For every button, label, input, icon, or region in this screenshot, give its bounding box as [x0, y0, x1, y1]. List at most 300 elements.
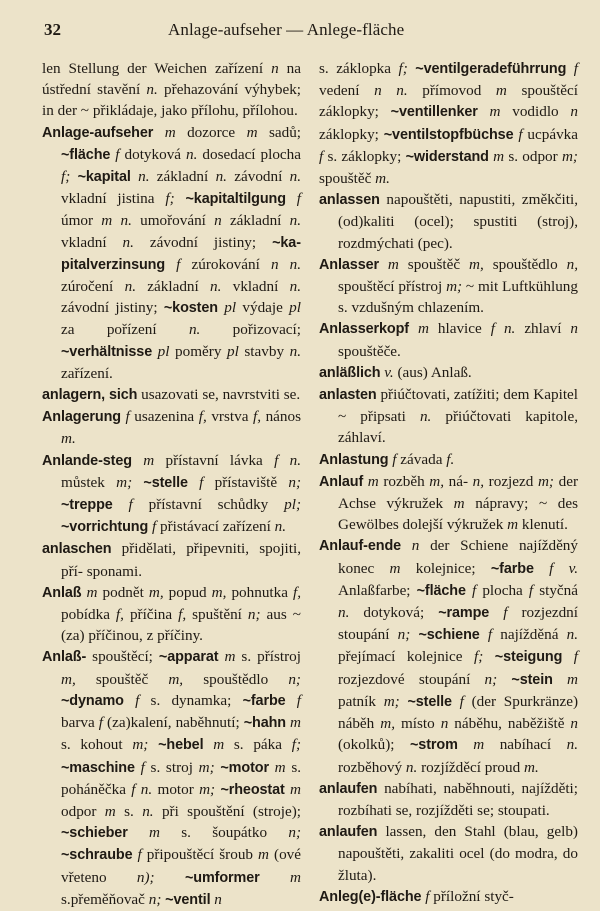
grammar-label: n.	[146, 81, 158, 99]
grammar-label: f	[573, 60, 579, 77]
headword: ~kapitalverzinsung	[61, 234, 301, 273]
definition-text: s. záklopka	[319, 60, 399, 77]
grammar-label: n,	[472, 472, 485, 490]
definition-text: přejímací kolejnice	[338, 648, 475, 666]
definition-text: vkladní	[61, 233, 123, 251]
definition-text: najížděná	[492, 626, 567, 644]
grammar-label: n	[411, 537, 420, 555]
grammar-label: pl	[289, 299, 301, 317]
definition-text: při spouštění (stroje);	[153, 802, 301, 820]
running-head: Anlage-aufseher — Anlege-fläche	[168, 20, 405, 39]
headword: Anlage-aufseher	[42, 124, 154, 141]
headword: anlassen	[319, 192, 380, 209]
grammar-label: m	[143, 451, 155, 469]
grammar-label: f	[319, 147, 324, 165]
definition-text: zúrokování	[180, 255, 271, 273]
grammar-label: n;	[484, 670, 498, 688]
headword: Anlasser	[319, 256, 379, 273]
dictionary-entry-anlasten	[319, 384, 578, 449]
definition-text: spouštěč	[398, 255, 470, 273]
grammar-label: pl	[224, 299, 237, 317]
headword: ~strom	[410, 737, 458, 754]
dictionary-entry-anlauf	[319, 471, 578, 536]
grammar-label: m	[213, 736, 225, 754]
definition-text: s. záklopky;	[323, 147, 406, 165]
grammar-label: n.	[138, 168, 150, 186]
grammar-label: n;	[288, 824, 301, 842]
grammar-label: f	[176, 255, 181, 273]
headword: Anlastung	[319, 451, 389, 468]
definition-text: der Schiene najížděný konec	[338, 537, 578, 577]
definition-text: klenutí.	[518, 516, 568, 534]
grammar-label: pl;	[284, 496, 301, 514]
grammar-label: n.	[124, 278, 136, 296]
definition-text: nabíhati, naběhnouti, najížděti; rozbíhati se, rozjížděti se; stoupati.	[338, 779, 578, 819]
grammar-label: m	[453, 495, 465, 513]
left-column	[42, 58, 301, 911]
headword: anlaufen	[319, 824, 378, 841]
headword: ~fläche	[61, 146, 111, 163]
definition-text: stavby	[238, 342, 290, 360]
definition-text: vrstva	[206, 408, 253, 426]
definition-text	[113, 496, 129, 513]
dictionary-entry-anlagern	[42, 384, 301, 406]
definition-text: rozjezdní stoupání	[338, 604, 578, 644]
grammar-label: n,	[566, 255, 578, 273]
grammar-label: m	[290, 780, 301, 798]
definition-text: přístaviště	[203, 473, 289, 491]
dictionary-entry-anlage-aufseher	[42, 122, 301, 384]
definition-text: přidělati, připevniti, spojiti, pří- sponami.	[61, 540, 301, 580]
definition-text	[188, 474, 199, 491]
headword: ~farbe	[490, 560, 534, 577]
grammar-label: n	[214, 212, 222, 230]
grammar-label: m.	[524, 758, 539, 776]
definition-text: s. páka	[224, 736, 292, 754]
definition-text: spouštěče.	[338, 342, 401, 360]
grammar-label: f,	[198, 408, 207, 426]
definition-text	[480, 626, 488, 643]
definition-text: s. šoupátko	[159, 824, 289, 842]
definition-text: spouštědlo	[183, 670, 289, 688]
grammar-label: n n.	[374, 82, 408, 100]
grammar-label: n.	[289, 278, 301, 296]
grammar-label: n.	[210, 278, 222, 296]
grammar-label: m;	[446, 278, 463, 296]
definition-text: aus ~ (za) příčinou, z příčiny.	[61, 606, 301, 645]
grammar-label: f v.	[549, 559, 579, 577]
headword: Anlande-steg	[42, 452, 132, 469]
headword: ~widerstand	[405, 148, 489, 165]
grammar-label: pl	[227, 342, 239, 360]
grammar-label: v.	[384, 363, 394, 381]
definition-text	[132, 452, 143, 469]
grammar-label: f;	[474, 648, 484, 666]
grammar-label: m	[473, 736, 485, 754]
grammar-label: m,	[61, 670, 76, 688]
grammar-label: pl	[157, 342, 170, 360]
definition-text: základní	[221, 212, 290, 230]
definition-text: přistávací zařízení	[156, 518, 275, 536]
dictionary-entry-len-stellung	[42, 58, 301, 122]
headword: ~rampe	[438, 605, 490, 622]
definition-text: spouštědlo	[483, 255, 567, 273]
definition-text	[286, 190, 297, 207]
headword: ~hebel	[158, 737, 204, 754]
grammar-label: m	[104, 802, 116, 820]
grammar-label: n.	[566, 626, 578, 644]
definition-text: motor	[152, 780, 200, 798]
definition-text: usazenina	[129, 408, 199, 426]
grammar-label: m	[148, 824, 160, 842]
grammar-label: n	[270, 255, 279, 273]
grammar-label: f	[135, 691, 140, 709]
definition-text	[70, 168, 77, 185]
grammar-label: n.	[405, 758, 418, 776]
definition-text: místo	[395, 715, 441, 733]
grammar-label: f n.	[490, 320, 516, 338]
definition-text: odpor	[61, 802, 105, 820]
right-column	[319, 58, 578, 908]
definition-text	[497, 671, 511, 688]
grammar-label: m	[224, 648, 236, 666]
grammar-label: n.	[142, 802, 154, 820]
definition-text: dotyková;	[349, 604, 439, 622]
grammar-label: n;	[397, 626, 411, 644]
grammar-label: n;	[247, 606, 261, 624]
definition-text: plocha	[476, 581, 529, 599]
headword: anläßlich	[319, 364, 381, 381]
dictionary-entry-anlaufen-1	[319, 778, 578, 821]
definition-text: umořování	[131, 212, 215, 230]
headword: ~kosten	[163, 300, 218, 317]
definition-text: styčná	[533, 581, 579, 599]
definition-text	[124, 692, 135, 709]
definition-text: přiúčtovati, zatížiti; dem Kapitel ~ připsati	[338, 386, 578, 426]
grammar-label: f	[459, 692, 464, 710]
definition-text: s. stroj	[144, 758, 199, 776]
grammar-label: f	[392, 450, 397, 468]
headword: ~kapitaltilgung	[185, 191, 286, 208]
definition-text: hlavice	[428, 320, 491, 338]
definition-text: der Achse výkružek	[338, 472, 578, 513]
definition-text: kolejnice;	[400, 559, 491, 577]
definition-text	[286, 692, 297, 709]
definition-text: zařízení.	[61, 364, 113, 382]
definition-text: rozběh	[378, 472, 430, 490]
grammar-label: f,	[178, 606, 187, 624]
definition-text	[260, 869, 290, 886]
definition-text: (der Spurkränze) náběh	[338, 692, 579, 733]
dictionary-entry-anlasslich	[319, 362, 578, 384]
grammar-label: f	[140, 758, 145, 776]
definition-text: příložní styč-	[429, 887, 514, 905]
grammar-label: f	[503, 604, 508, 622]
grammar-label: f	[128, 496, 133, 514]
headword: ~dynamo	[61, 692, 124, 709]
headword: Anlaß	[42, 584, 82, 601]
dictionary-entry-anlagerung	[42, 406, 301, 449]
definition-text	[128, 824, 149, 841]
grammar-label: m.	[375, 170, 390, 188]
dictionary-entry-anlande-steg	[42, 450, 301, 539]
definition-text: len Stellung der Weichen zařízení	[42, 60, 272, 77]
definition-text: ucpávka	[522, 125, 578, 143]
definition-text: barva	[61, 714, 99, 732]
definition-text	[153, 124, 164, 141]
definition-text: úmor	[61, 212, 102, 230]
headword: ~stelle	[143, 474, 188, 491]
grammar-label: f	[151, 518, 157, 536]
headword: Anlauf-ende	[319, 538, 402, 555]
definition-text: Anlaßfarbe;	[338, 581, 417, 599]
dictionary-entry-ventil-cont	[319, 58, 578, 189]
grammar-label: n	[214, 890, 222, 908]
definition-text: přehazování výhybek; in der ~ přikládaje, jako přílohu, přílohou.	[42, 81, 302, 120]
grammar-label: f	[296, 190, 302, 208]
definition-text: pohnutka	[226, 583, 293, 601]
definition-text: vedení	[319, 82, 375, 100]
grammar-label: f;	[291, 736, 301, 754]
grammar-label: m,	[211, 583, 227, 601]
definition-text: (ové vřeteno	[61, 846, 301, 886]
definition-text: s. poháněčka	[61, 758, 302, 798]
definition-text: s. dynamka;	[139, 691, 243, 709]
definition-text	[155, 869, 185, 886]
dictionary-entry-anlastung	[319, 449, 578, 471]
grammar-label: m;	[199, 780, 216, 798]
definition-text: rozběhový	[338, 758, 406, 776]
definition-text: základní	[149, 168, 216, 186]
definition-text	[175, 190, 186, 207]
definition-text: zhlaví	[515, 320, 571, 338]
grammar-label: n;	[288, 473, 301, 491]
definition-text: spouštěč	[319, 170, 376, 188]
grammar-label: f n.	[131, 780, 153, 798]
grammar-label: f	[425, 887, 430, 905]
grammar-label: m,	[429, 472, 445, 490]
grammar-label: f	[573, 648, 578, 666]
headword: ~umformer	[184, 869, 260, 886]
grammar-label: m	[495, 82, 507, 100]
grammar-label: f	[487, 626, 493, 644]
definition-text: můstek	[61, 473, 117, 491]
definition-text: na ústřední stavění	[42, 60, 301, 99]
definition-text: sadů;	[257, 123, 302, 141]
grammar-label: f	[472, 581, 477, 599]
grammar-label: n.	[289, 342, 301, 360]
grammar-label: m	[507, 516, 519, 534]
definition-text: základní	[135, 278, 211, 296]
headword: ~ventilgeradeführrung	[415, 61, 567, 77]
headword: ~ventillenker	[390, 104, 478, 121]
headword: ~motor	[220, 759, 269, 776]
headword: ~rheostat	[220, 781, 285, 798]
definition-text	[148, 736, 158, 753]
definition-text	[379, 256, 388, 273]
definition-text: vodidlo	[500, 103, 571, 121]
grammar-label: f,	[115, 606, 124, 624]
definition-text: nános	[261, 408, 302, 426]
definition-text	[534, 560, 549, 577]
definition-text: nabíhací	[484, 736, 567, 754]
definition-text: s.přeměňovač	[61, 890, 149, 908]
definition-text: pobídka	[61, 606, 116, 624]
grammar-label: m	[258, 846, 269, 864]
definition-text: dotyková	[119, 145, 187, 163]
grammar-label: n	[570, 320, 578, 338]
definition-text: závodní jistiny;	[133, 233, 273, 251]
grammar-label: n.	[274, 518, 287, 536]
definition-text: dozorce	[175, 123, 247, 141]
definition-text: přímovod	[407, 82, 496, 100]
definition-text: závada	[396, 450, 447, 468]
definition-text: pořizovací;	[200, 321, 301, 339]
definition-text: nápravy; ~ des Gewölbes dolejší výkružek	[338, 495, 578, 534]
definition-text: spouštěcí přístroj	[338, 278, 447, 296]
headword: ~fläche	[416, 582, 466, 599]
definition-text: napouštěti, napustiti, změkčiti, (od)kaliti (ocel); spustiti (stroj), rozdmýchati (pec).	[338, 191, 578, 252]
definition-text: zúročení	[61, 278, 125, 296]
grammar-label: m;	[561, 147, 578, 165]
grammar-label: f	[528, 581, 534, 599]
headword: ~verhältnisse	[61, 343, 153, 360]
grammar-label: m;	[198, 758, 215, 776]
grammar-label: f;	[61, 168, 71, 186]
page-number: 32	[44, 20, 61, 39]
dictionary-entry-anlauf-ende	[319, 535, 578, 777]
headword: Anlasserkopf	[319, 321, 409, 338]
definition-text	[131, 168, 138, 185]
definition-text: s. kohout	[61, 736, 133, 754]
grammar-label: m	[246, 123, 258, 141]
definition-text: s.	[115, 802, 143, 820]
grammar-label: n.	[289, 255, 302, 273]
headword: ~stein	[511, 671, 553, 688]
headword: ~apparat	[158, 649, 219, 666]
dictionary-entry-anlassen	[319, 189, 578, 254]
grammar-label: n.	[338, 604, 350, 622]
definition-text: náběhu, naběžiště	[448, 715, 571, 733]
definition-text: závodní jistiny;	[61, 299, 164, 317]
definition-text: přístavní schůdky	[132, 496, 285, 514]
definition-text: za pořízení	[61, 321, 189, 339]
headword: ~schieber	[61, 825, 128, 842]
grammar-label: m	[290, 714, 301, 732]
grammar-label: f	[518, 125, 523, 143]
grammar-label: f	[137, 846, 142, 864]
dictionary-entry-anlasser	[319, 254, 578, 319]
definition-text: spuštění	[186, 606, 248, 624]
headword: ~maschine	[61, 759, 135, 776]
headword: ~farbe	[242, 692, 286, 709]
grammar-label: f;	[165, 190, 175, 208]
dictionary-entry-anlass	[42, 582, 301, 647]
definition-text: patník	[338, 692, 384, 710]
dictionary-entry-anlegefläche	[319, 886, 578, 908]
headword: ~steigung	[494, 649, 563, 666]
definition-text: spouštěcí záklopky;	[319, 82, 578, 121]
grammar-label: m	[389, 559, 401, 577]
grammar-label: m	[567, 670, 578, 688]
definition-text	[401, 537, 412, 554]
dictionary-entry-anlass-compounds	[42, 646, 301, 910]
grammar-label: m	[164, 123, 176, 141]
definition-text: přístavní lávka	[154, 451, 275, 469]
definition-text: příčina	[123, 606, 179, 624]
grammar-label: n.	[122, 233, 134, 251]
definition-text	[279, 256, 290, 273]
definition-text: přiúčtovati kapitole, záhlaví.	[338, 408, 578, 447]
definition-text	[489, 604, 503, 621]
headword: Anleg(e)-fläche	[319, 888, 422, 905]
definition-text: podnět	[97, 583, 149, 601]
grammar-label: m,	[148, 583, 164, 601]
grammar-label: m	[290, 868, 301, 886]
headword: ~ventilstopfbüchse	[383, 126, 514, 143]
grammar-label: n	[271, 60, 279, 77]
definition-text: spouštěcí;	[86, 648, 159, 666]
dictionary-entry-anlaschen	[42, 538, 301, 581]
grammar-label: m;	[537, 472, 554, 490]
definition-text: spouštěč	[75, 670, 169, 688]
grammar-label: m	[274, 758, 286, 776]
grammar-label: f,	[253, 408, 262, 426]
definition-text: ná-	[444, 472, 473, 490]
definition-text: závodní	[226, 168, 290, 186]
grammar-label: m;	[116, 473, 133, 491]
definition-text	[203, 736, 213, 753]
definition-text: dosedací plocha	[197, 145, 301, 163]
definition-text	[452, 693, 460, 710]
definition-text: ~ mit Luftkühlung s. vzdušným chlazením.	[338, 278, 578, 317]
definition-text	[483, 648, 495, 665]
grammar-label: f,	[293, 583, 302, 601]
headword: ~stelle	[407, 693, 452, 710]
grammar-label: n.	[289, 212, 301, 230]
definition-text: poměry	[169, 342, 228, 360]
grammar-label: n.	[289, 168, 302, 186]
headword: ~ventil	[165, 891, 211, 908]
grammar-label: f;	[398, 60, 408, 77]
headword: ~hahn	[243, 715, 286, 732]
grammar-label: m.	[61, 430, 76, 448]
headword: anlaufen	[319, 780, 378, 797]
definition-text	[562, 648, 574, 665]
definition-text: popud	[163, 583, 212, 601]
definition-text	[409, 320, 418, 337]
definition-text: záklopky;	[319, 125, 384, 143]
grammar-label: n.	[186, 145, 198, 163]
dictionary-entry-anlaufen-2	[319, 821, 578, 886]
headword: ~treppe	[61, 497, 113, 514]
grammar-label: m;	[383, 692, 400, 710]
grammar-label: n.	[419, 408, 432, 426]
grammar-label: m	[387, 255, 399, 273]
definition-text: výdaje	[236, 299, 290, 317]
grammar-label: n;	[148, 890, 162, 908]
grammar-label: m n.	[101, 212, 132, 230]
grammar-label: n	[440, 715, 449, 733]
grammar-label: f	[115, 145, 120, 163]
grammar-label: m,	[168, 670, 184, 688]
definition-text	[458, 736, 473, 753]
grammar-label: n;	[288, 670, 301, 688]
grammar-label: n	[570, 103, 579, 121]
headword: anlagern, sich	[42, 387, 138, 404]
definition-text: vkladní jistina	[61, 190, 166, 208]
definition-text: (za)kalení, naběhnutí;	[103, 714, 244, 732]
